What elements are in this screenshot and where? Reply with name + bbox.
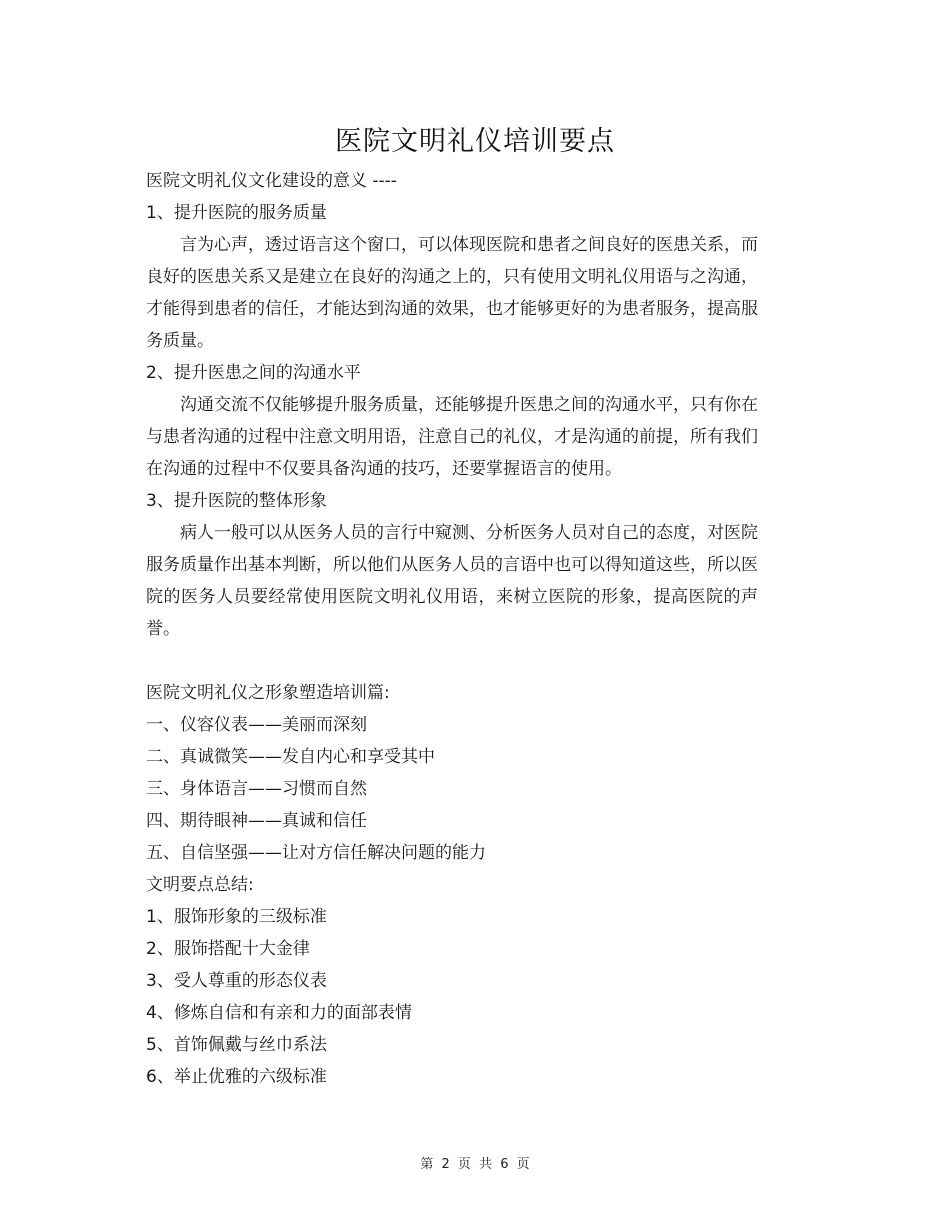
list-item: 四、期待眼神——真诚和信任 bbox=[146, 811, 367, 831]
section-paragraph: 言为心声，透过语言这个窗口，可以体现医院和患者之间良好的医患关系，而良好的医患关系又是建立在良好的沟通之上的，只有使用文明礼仪用语与之沟通，才能得到患者的信任，才能达到沟通的效果，也才能够更好的为患者服务，提高服务质量。 bbox=[146, 235, 758, 351]
list-item: 6、举止优雅的六级标准 bbox=[146, 1067, 327, 1087]
section-heading: 1、提升医院的服务质量 bbox=[146, 203, 327, 223]
section-paragraph: 沟通交流不仅能够提升服务质量，还能够提升医患之间的沟通水平，只有你在与患者沟通的过程中注意文明用语，注意自己的礼仪，才是沟通的前提，所有我们在沟通的过程中不仅要具备沟通的技巧，还要掌握语言的使用。 bbox=[146, 395, 758, 479]
section-heading: 3、提升医院的整体形象 bbox=[146, 491, 327, 511]
intro-line: 医院文明礼仪文化建设的意义 ---- bbox=[146, 171, 397, 191]
document-title: 医院文明礼仪培训要点 bbox=[335, 126, 615, 157]
list-item: 三、身体语言——习惯而自然 bbox=[146, 779, 367, 799]
page-number: 第 2 页 共 6 页 bbox=[420, 1157, 530, 1172]
list-item: 4、修炼自信和有亲和力的面部表情 bbox=[146, 1003, 412, 1023]
document-body bbox=[146, 165, 758, 1093]
section-paragraph: 病人一般可以从医务人员的言行中窥测、分析医务人员对自己的态度，对医院服务质量作出基本判断，所以他们从医务人员的言语中也可以得知道这些，所以医院的医务人员要经常使用医院文明礼仪用语，来树立医院的形象，提高医院的声誉。 bbox=[146, 523, 758, 639]
list-item: 二、真诚微笑——发自内心和享受其中 bbox=[146, 747, 435, 767]
image-training-heading: 医院文明礼仪之形象塑造培训篇: bbox=[146, 683, 390, 703]
list-item: 5、首饰佩戴与丝巾系法 bbox=[146, 1035, 327, 1055]
summary-heading: 文明要点总结: bbox=[146, 875, 254, 895]
list-item: 1、服饰形象的三级标准 bbox=[146, 907, 327, 927]
list-item: 2、服饰搭配十大金律 bbox=[146, 939, 310, 959]
section-heading: 2、提升医患之间的沟通水平 bbox=[146, 363, 361, 383]
list-item: 五、自信坚强——让对方信任解决问题的能力 bbox=[146, 843, 486, 863]
list-item: 一、仪容仪表——美丽而深刻 bbox=[146, 715, 367, 735]
list-item: 3、受人尊重的形态仪表 bbox=[146, 971, 327, 991]
blank-line bbox=[146, 645, 758, 677]
